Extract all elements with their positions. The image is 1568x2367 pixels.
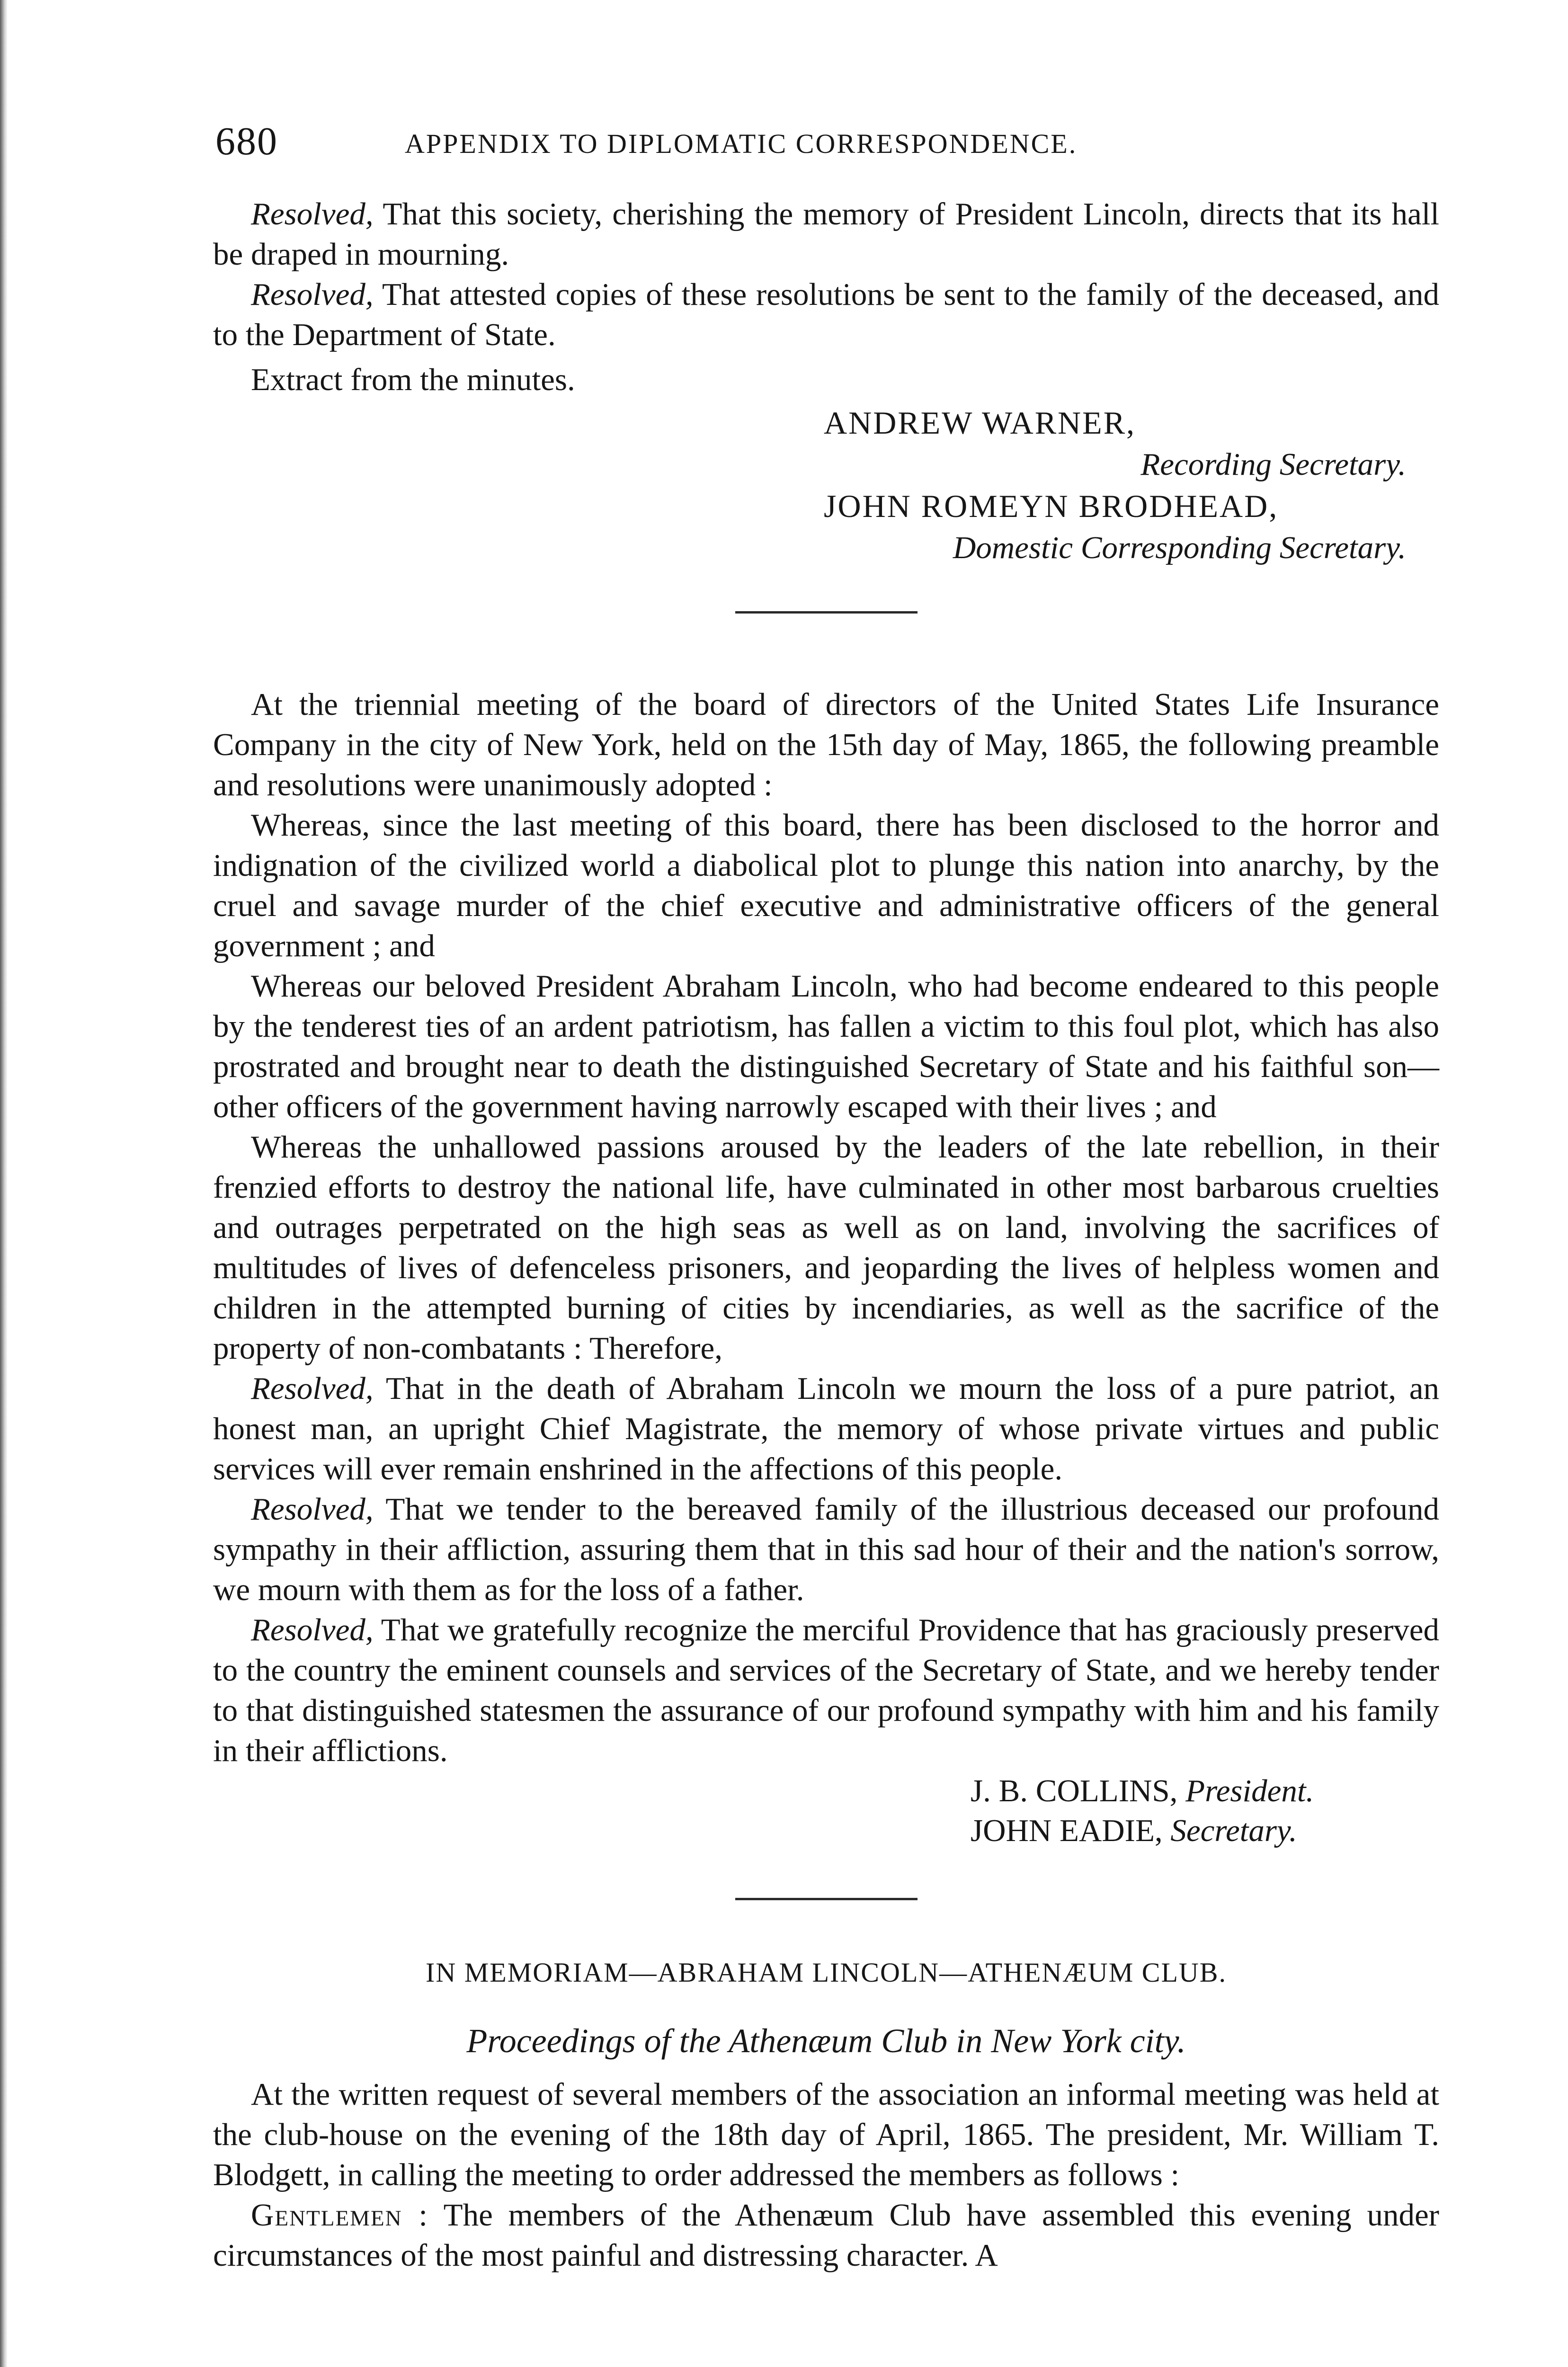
resolution-text: That attested copies of these resolutions be sent to the family of the deceased, and to the Department of State. — [213, 277, 1440, 352]
signer-line — [971, 1771, 1439, 1811]
resolved-label: Resolved, — [251, 1612, 374, 1647]
resolution-paragraph — [213, 1369, 1439, 1489]
signer-title: Recording Secretary. — [1140, 447, 1406, 482]
section-heading: IN MEMORIAM—ABRAHAM LINCOLN—ATHENÆUM CLUB. — [426, 1957, 1227, 1988]
signer-name: JOHN ROMEYN BRODHEAD, — [824, 488, 1279, 524]
resolution-paragraph — [213, 1489, 1439, 1610]
resolved-label: Resolved, — [251, 1371, 374, 1406]
whereas-paragraph: Whereas, since the last meeting of this board, there has been disclosed to the horror and indignation of the civilized world a diabolical plot to plunge this nation into anarchy, by the cruel and savage murder of the chief executive and administrative officers of the general government ; and — [213, 808, 1439, 963]
page-spine-edge — [0, 0, 8, 2367]
signer-name: ANDREW WARNER, — [824, 405, 1136, 441]
resolution-text: That we gratefully recognize the merciful Providence that has graciously preserved to the country the eminent counsels and services of the Secretary of State, and we hereby tender to that distinguished statesmen the assurance of our profound sympathy with him and his family in their afflictions. — [213, 1612, 1439, 1768]
speech-text: The members of the Athenæum Club have assembled this evening under circumstances of the most painful and distressing character. A — [213, 2198, 1439, 2273]
resolution-text: That this society, cherishing the memory of President Lincoln, directs that its hall be draped in mourning. — [213, 196, 1439, 272]
body-paragraph: At the written request of several members of the association an informal meeting was held at the club-house on the evening of the 18th day of April, 1865. The president, Mr. William T. Blodgett, in calling the meeting to order addressed the members as follows : — [213, 2077, 1439, 2192]
running-title: APPENDIX TO DIPLOMATIC CORRESPONDENCE. — [405, 128, 1078, 159]
signer-title: Domestic Corresponding Secretary. — [953, 530, 1406, 565]
resolution-paragraph — [213, 194, 1439, 275]
intro-paragraph: At the triennial meeting of the board of directors of the United States Life Insurance Company in the city of New York, held on the 15th day of May, 1865, the following preamble and resolutions were unanimously adopted : — [213, 687, 1439, 802]
salutation: Gentlemen : — [251, 2198, 429, 2233]
speech-paragraph — [213, 2195, 1439, 2276]
resolved-label: Resolved, — [251, 196, 374, 231]
signer-title: President. — [1185, 1773, 1314, 1808]
resolved-label: Resolved, — [251, 1492, 374, 1527]
signer-name: JOHN EADIE, — [971, 1813, 1163, 1848]
signer-name: J. B. COLLINS, — [971, 1773, 1178, 1808]
page-number: 680 — [215, 119, 278, 163]
page-header — [215, 118, 1437, 170]
page-body — [213, 194, 1439, 2276]
signature-block — [213, 1771, 1439, 1851]
resolution-paragraph — [213, 275, 1439, 355]
signer-line — [971, 1811, 1439, 1851]
resolution-paragraph — [213, 1610, 1439, 1771]
extract-note: Extract from the minutes. — [251, 362, 575, 397]
resolution-text: That we tender to the bereaved family of the illustrious deceased our profound sympathy in their affliction, assuring them that in this sad hour of their and the nation's sorrow, we mourn with them as for the loss of a father. — [213, 1492, 1439, 1607]
whereas-paragraph: Whereas our beloved President Abraham Lincoln, who had become endeared to this people by the tenderest ties of an ardent patriotism, has fallen a victim to this foul plot, which has also prostrated and brought near to death the distinguished Secretary of State and his faithful son—other officers of the government having narrowly escaped with their lives ; and — [213, 969, 1439, 1124]
signer-title: Secretary. — [1170, 1813, 1297, 1848]
section-divider — [735, 611, 918, 614]
section-divider — [735, 1898, 918, 1900]
whereas-paragraph: Whereas the unhallowed passions aroused by the leaders of the late rebellion, in their frenzied efforts to destroy the national life, have culminated in other most barbarous cruelties and outrages perpetrated on the high seas as well as on land, involving the sacrifices of multitudes of lives of defenceless prisoners, and jeoparding the lives of helpless women and children in the attempted burning of cities by incendiaries, as well as the sacrifice of the property of non-combatants : Therefore, — [213, 1130, 1439, 1366]
resolution-text: That in the death of Abraham Lincoln we mourn the loss of a pure patriot, an honest man, an upright Chief Magistrate, the memory of whose private virtues and public services will ever remain enshrined in the affections of this people. — [213, 1371, 1439, 1486]
signature-block — [213, 402, 1439, 569]
resolved-label: Resolved, — [251, 277, 374, 312]
section-subheading: Proceedings of the Athenæum Club in New York city. — [466, 2022, 1186, 2060]
